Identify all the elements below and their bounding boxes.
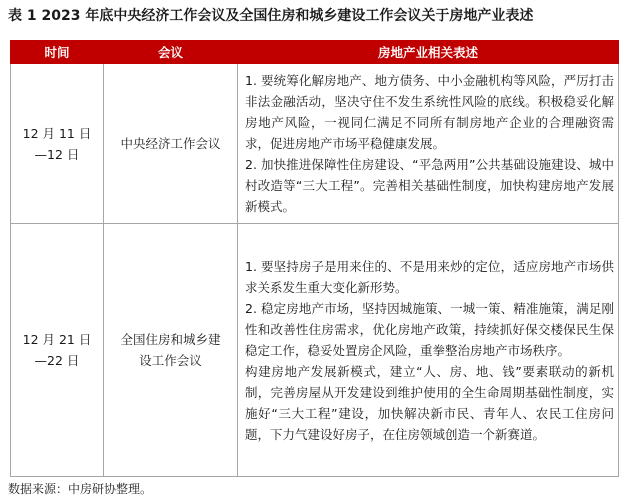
date-line: —12 日 — [34, 146, 80, 162]
table-title: 表 1 2023 年底中央经济工作会议及全国住房和城乡建设工作会议关于房地产业表述 — [8, 8, 534, 24]
policy-table — [10, 40, 619, 477]
date-cell — [11, 64, 104, 224]
data-source-note: 数据来源：中房研协整理。 — [8, 482, 153, 496]
statement-paragraph: 构建房地产发展新模式，建立“人、房、地、钱”要素联动的新机制，完善房屋从开发建设到维护使用的全生命周期基础性制度，实施好“三大工程”建设，加快解决新市民、青年人、农民工住房问题，下力气建设好房子，在住房领域创造一个新赛道。 — [245, 363, 614, 442]
meeting-name: 设工作会议 — [139, 353, 202, 368]
date-line: —22 日 — [34, 353, 80, 368]
header-statement: 房地产业相关表述 — [238, 41, 619, 64]
table-header-row — [11, 41, 619, 64]
header-time: 时间 — [11, 41, 104, 64]
statement-paragraph: 2. 稳定房地产市场，坚持因城施策、一城一策、精准施策，满足刚性和改善性住房需求，优化房地产政策，持续抓好保交楼保民生保稳定工作，稳妥处置房企风险，重拳整治房地产市场秩序。 — [245, 300, 614, 358]
statement-paragraph: 1. 要坚持房子是用来住的、不是用来炒的定位，适应房地产市场供求关系发生重大变化新形势。 — [245, 258, 614, 295]
header-meeting: 会议 — [104, 41, 238, 64]
statement-paragraph: 2. 加快推进保障性住房建设、“平急两用”公共基础设施建设、城中村改造等“三大工程”。完善相关基础性制度，加快构建房地产发展新模式。 — [245, 157, 614, 214]
meeting-name: 中央经济工作会议 — [120, 136, 221, 151]
statement-cell — [238, 64, 619, 224]
date-cell — [11, 224, 104, 477]
meeting-cell — [104, 224, 238, 477]
date-line: 12 月 11 日 — [22, 125, 92, 141]
statement-cell — [238, 224, 619, 477]
meeting-name: 全国住房和城乡建 — [120, 332, 221, 347]
table-row — [11, 224, 619, 477]
statement-paragraph: 1. 要统筹化解房地产、地方债务、中小金融机构等风险，严厉打击非法金融活动，坚决守住不发生系统性风险的底线。积极稳妥化解房地产风险，一视同仁满足不同所有制房地产企业的合理融资需求，促进房地产市场平稳健康发展。 — [245, 73, 614, 151]
table-row — [11, 64, 619, 224]
date-line: 12 月 21 日 — [22, 332, 92, 347]
meeting-cell — [104, 64, 238, 224]
